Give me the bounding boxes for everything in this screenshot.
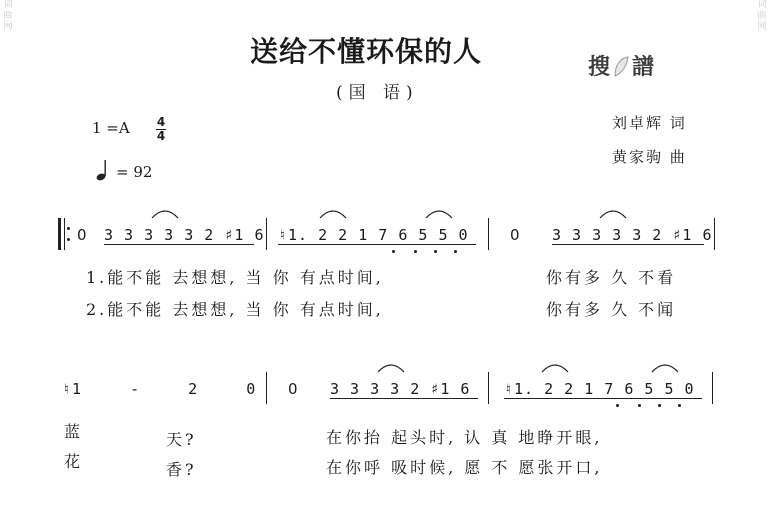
lyrics-verse2-s1-end: 你有多 久 不闻 <box>546 300 677 319</box>
bar-line <box>488 372 489 404</box>
lyrics-verse1-s1-end: 你有多 久 不看 <box>546 268 677 287</box>
rest-note: 0 <box>77 226 87 244</box>
low-octave-dot <box>678 404 681 407</box>
repeat-dot <box>67 238 70 241</box>
low-octave-dot <box>454 250 457 253</box>
lyrics-verse2-s2: 在你呼 吸时候, 愿 不 愿张开口, <box>326 458 603 477</box>
beat-underline <box>504 398 702 399</box>
low-octave-dot <box>414 250 417 253</box>
lyrics-verse1-s2-tail: 天? <box>166 430 197 449</box>
key-signature: 1 =A <box>92 119 130 137</box>
notes-s1-m3: 3 3 3 3 3 2 ♯1 6 <box>552 226 713 244</box>
low-octave-dot <box>658 404 661 407</box>
beat-underline <box>104 244 254 245</box>
lyrics-verse1-s1: 1.能不能 去想想, 当 你 有点时间, <box>86 268 384 287</box>
bar-line <box>266 218 267 250</box>
watermark-char: 网 <box>757 22 767 32</box>
low-octave-dot <box>392 250 395 253</box>
bar-line <box>714 218 715 250</box>
watermark-char: 词 <box>3 0 13 10</box>
beat-underline <box>552 244 704 245</box>
song-subtitle: (国 语) <box>336 83 419 103</box>
site-logo[interactable] <box>588 50 654 81</box>
watermark-char: 网 <box>3 22 13 32</box>
repeat-start-thin-bar <box>64 218 65 250</box>
song-title: 送给不懂环保的人 <box>250 35 483 68</box>
time-signature <box>156 116 166 143</box>
slur-arc <box>598 206 628 220</box>
logo-right-char: 譜 <box>632 55 655 80</box>
leaf-icon <box>613 56 629 78</box>
notes-s2-m2: 3 3 3 3 2 ♯1 6 <box>330 380 471 398</box>
slur-arc <box>424 206 454 220</box>
watermark-char: 词 <box>757 0 767 10</box>
beat-underline <box>278 244 476 245</box>
lyricist-credit: 刘卓辉 词 <box>612 114 687 132</box>
bar-line <box>488 218 489 250</box>
watermark-left <box>2 0 14 512</box>
composer-credit: 黄家驹 曲 <box>612 148 687 166</box>
slur-arc <box>650 360 680 374</box>
notes-s2-m3: ♮1. 2 2 1 7 6 5 5 0 <box>504 380 695 398</box>
notes-s1-m1: 3 3 3 3 3 2 ♯1 6 <box>104 226 265 244</box>
rest-note: 0 <box>288 380 298 398</box>
watermark-char: 曲 <box>757 11 767 21</box>
notes-s1-m2: ♮1. 2 2 1 7 6 5 5 0 <box>278 226 469 244</box>
low-octave-dot <box>616 404 619 407</box>
lyrics-verse2-s1: 2.能不能 去想想, 当 你 有点时间, <box>86 300 384 319</box>
lyrics-verse1-s2-word: 蓝 <box>64 422 84 441</box>
bar-line <box>266 372 267 404</box>
lyrics-verse2-s2-word: 花 <box>64 452 84 471</box>
time-sig-bottom: 4 <box>156 129 166 143</box>
logo-left-char: 搜 <box>588 55 611 80</box>
beat-underline <box>330 398 478 399</box>
notes-s2-m1: ♮1 - 2 0 <box>62 380 257 398</box>
lyrics-verse1-s2: 在你抬 起头时, 认 真 地睁开眼, <box>326 428 603 447</box>
bar-line <box>712 372 713 404</box>
watermark-char: 曲 <box>3 11 13 21</box>
tempo-value: = 92 <box>116 163 153 181</box>
slur-arc <box>540 360 570 374</box>
slur-arc <box>150 206 180 220</box>
watermark-right <box>756 0 768 512</box>
slur-arc <box>318 206 348 220</box>
rest-note: 0 <box>510 226 520 244</box>
slur-arc <box>376 360 406 374</box>
time-sig-top: 4 <box>156 115 166 129</box>
quarter-note-icon <box>96 158 108 182</box>
repeat-start-thick-bar <box>58 218 61 250</box>
low-octave-dot <box>434 250 437 253</box>
lyrics-verse2-s2-tail: 香? <box>166 460 197 479</box>
repeat-dot <box>67 227 70 230</box>
low-octave-dot <box>638 404 641 407</box>
